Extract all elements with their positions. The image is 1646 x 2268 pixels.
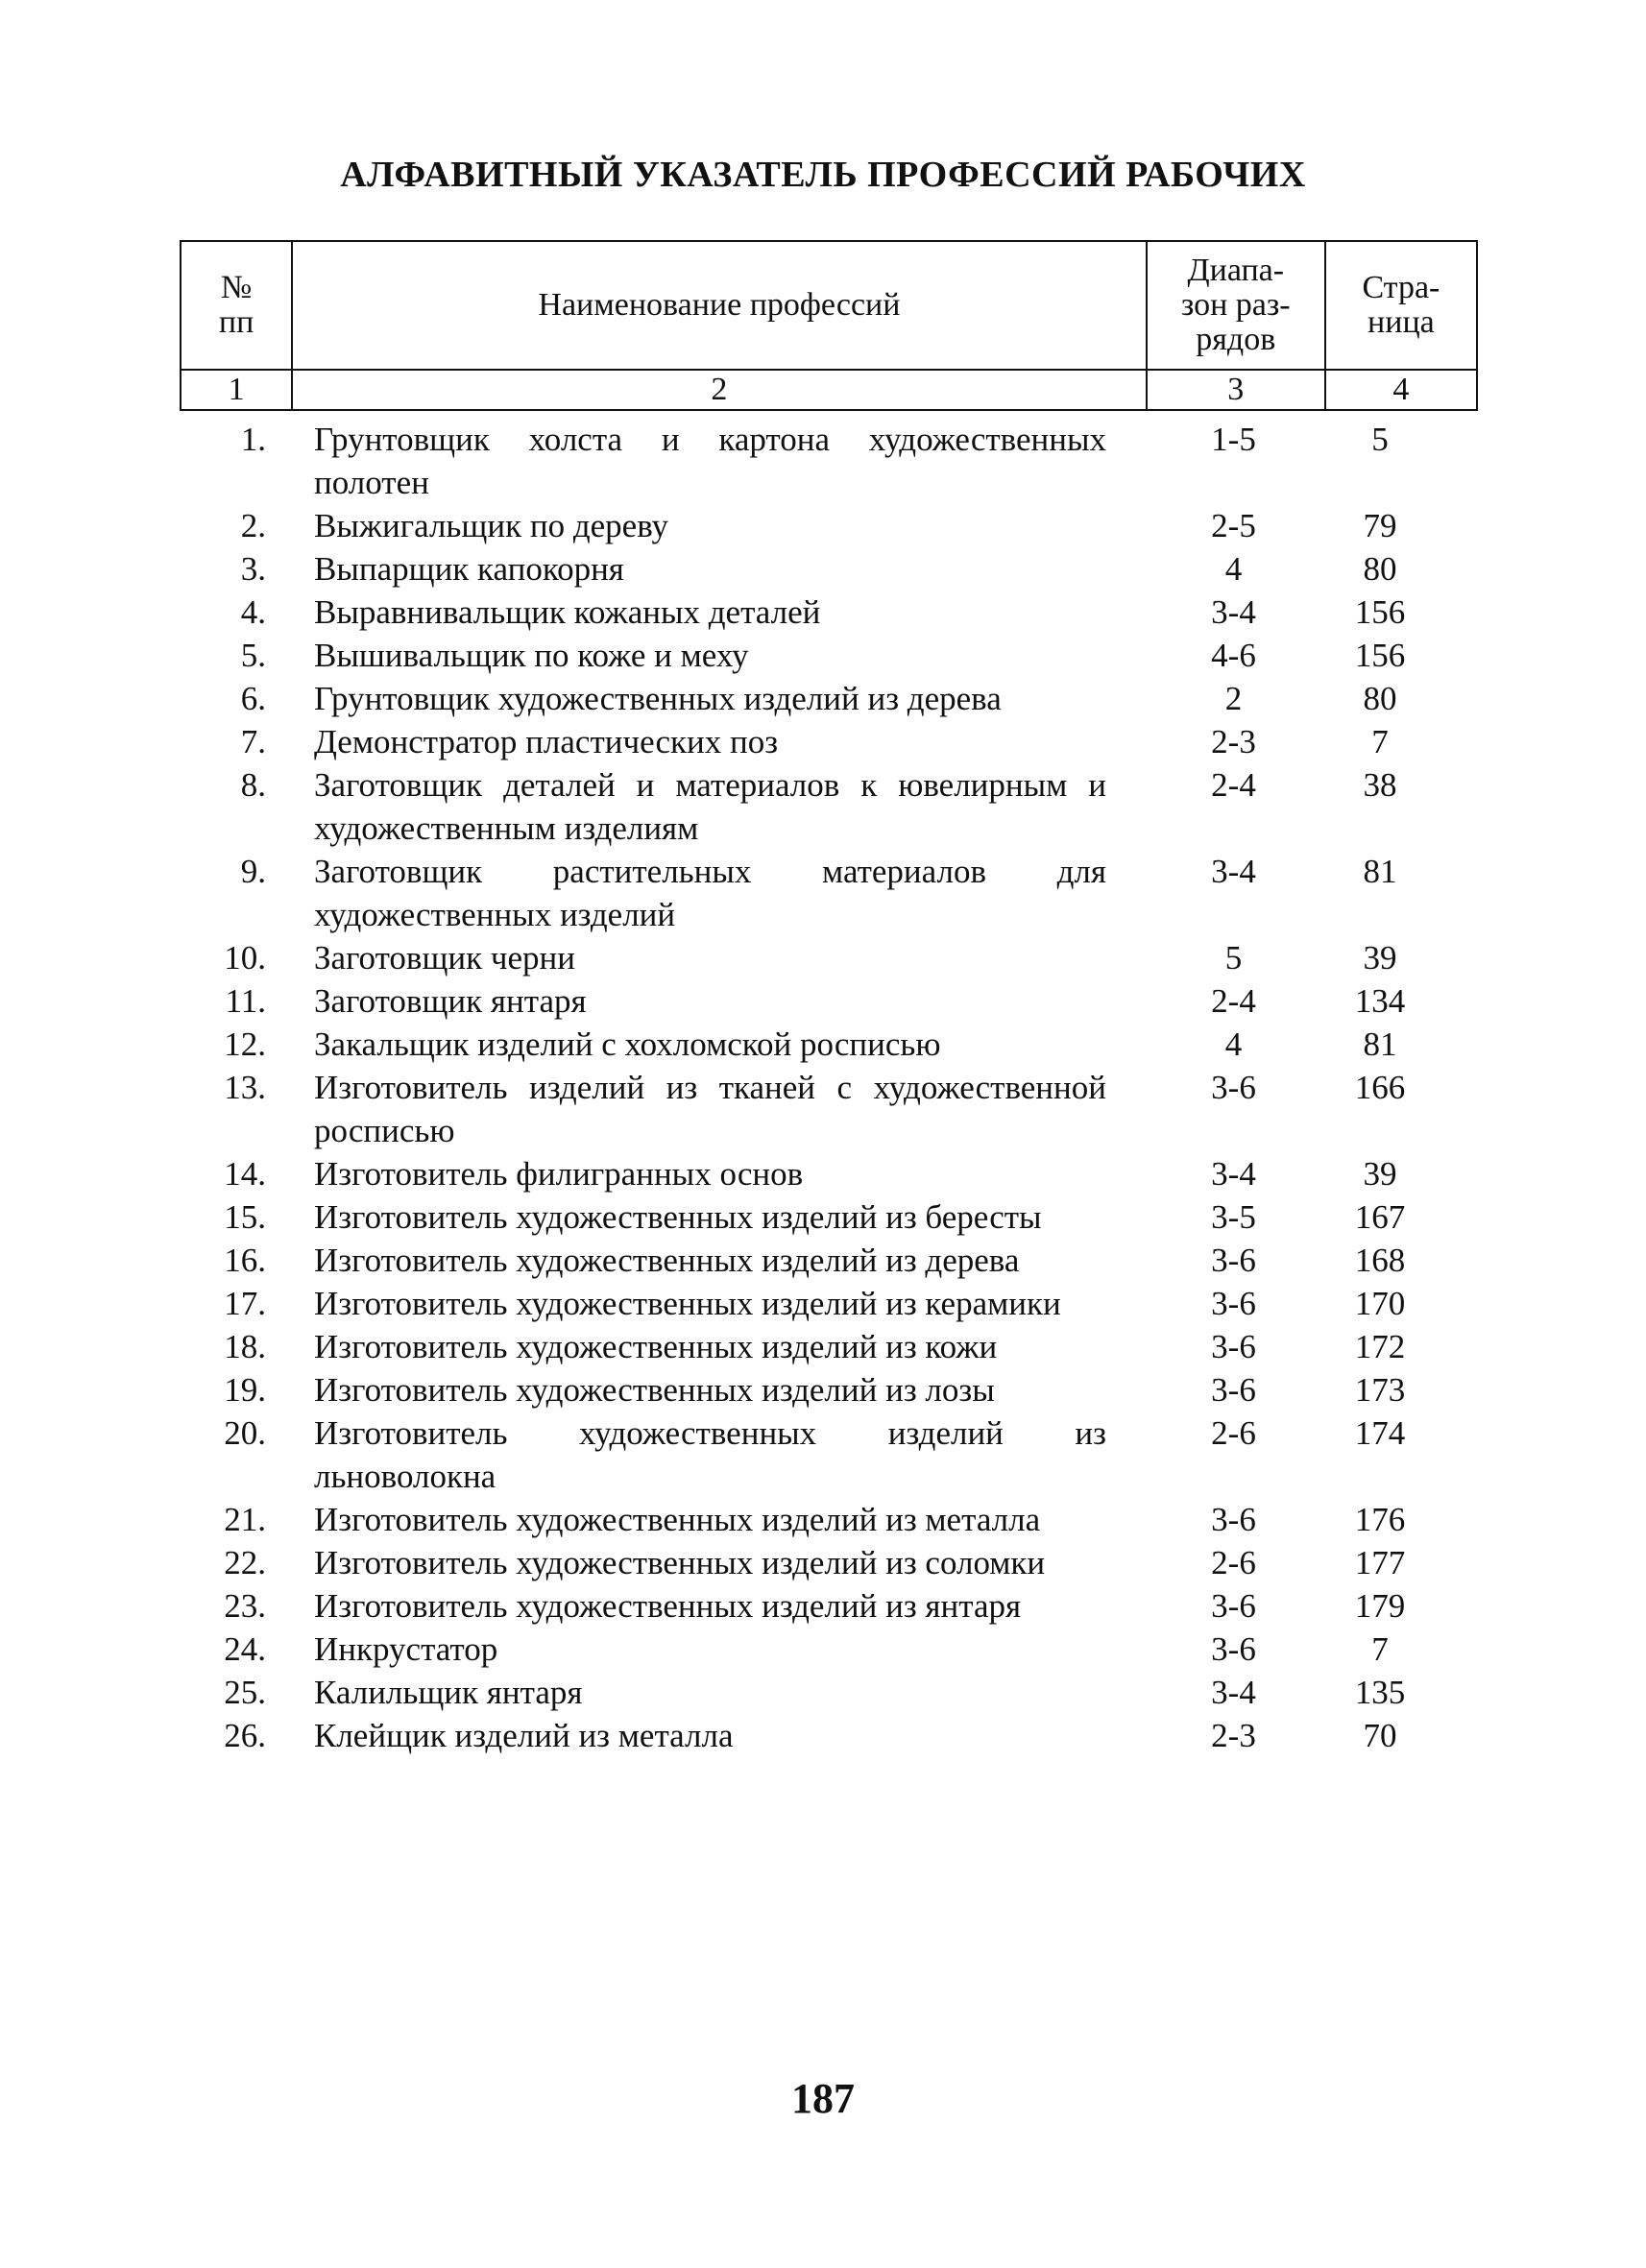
row-range: 3-6: [1211, 1242, 1256, 1279]
row-range: 3-6: [1211, 1371, 1256, 1409]
row-page: 39: [1363, 1155, 1397, 1193]
row-number: 14.: [224, 1155, 266, 1193]
header-colnum-1: 1: [181, 370, 292, 410]
row-number: 21.: [224, 1501, 266, 1538]
header-range-line2: зон раз-: [1180, 287, 1291, 323]
row-page: 170: [1354, 1285, 1406, 1322]
row-profession: Изготовитель художественных изделий из дерева: [314, 1242, 1020, 1279]
row-profession: Изготовитель художественных изделий из бересты: [314, 1198, 1042, 1236]
row-page: 81: [1363, 1025, 1397, 1063]
row-profession: Выпарщик капокорня: [314, 550, 624, 588]
row-profession: Демонстратор пластических поз: [314, 723, 779, 760]
header-number-line1: №: [220, 270, 253, 305]
row-profession: Калильщик янтаря: [314, 1674, 583, 1711]
row-range: 3-4: [1211, 1155, 1256, 1193]
row-number: 4.: [240, 593, 266, 631]
row-profession: Изготовитель художественных изделий из соломки: [314, 1544, 1046, 1581]
header-page-line1: Стра-: [1362, 270, 1440, 305]
row-profession: Выравнивальщик кожаных деталей: [314, 593, 821, 631]
table-row: [180, 1498, 1478, 1541]
row-page: 79: [1363, 507, 1397, 544]
table-row: [180, 677, 1478, 720]
row-range: 4: [1224, 550, 1243, 588]
row-page: 166: [1354, 1069, 1406, 1106]
header-page-line2: ница: [1368, 304, 1435, 340]
row-number: 16.: [224, 1242, 266, 1279]
table-row: [180, 504, 1478, 547]
table-row: [180, 1023, 1478, 1066]
row-page: 134: [1354, 982, 1406, 1020]
row-profession: Изготовитель художественных изделий из керамики: [314, 1285, 1061, 1322]
row-number: 10.: [224, 939, 266, 977]
row-profession: Заготовщик янтаря: [314, 982, 587, 1020]
row-page: 70: [1363, 1717, 1397, 1754]
page-title: АЛФАВИТНЫЙ УКАЗАТЕЛЬ ПРОФЕССИЙ РАБОЧИХ: [340, 155, 1306, 195]
row-number: 25.: [224, 1674, 266, 1711]
row-range: 3-4: [1211, 593, 1256, 631]
row-profession: Изготовитель художественных изделий из металла: [314, 1501, 1041, 1538]
row-page: 173: [1354, 1371, 1406, 1409]
table-row: [180, 634, 1478, 677]
row-page: 80: [1363, 550, 1397, 588]
header-range-line3: рядов: [1196, 322, 1276, 357]
row-range: 5: [1224, 939, 1243, 977]
row-range: 3-6: [1211, 1069, 1256, 1106]
row-page: 7: [1371, 723, 1389, 760]
row-page: 80: [1363, 680, 1397, 717]
row-number: 22.: [224, 1544, 266, 1581]
header-range: [1147, 241, 1325, 370]
table-row: [180, 1066, 1478, 1152]
table-row: [180, 1325, 1478, 1368]
row-number: 2.: [240, 507, 266, 544]
row-profession: Изготовитель изделий из тканей с художественной росписью: [314, 1069, 1106, 1149]
header-number: [181, 241, 292, 370]
row-profession: Изготовитель художественных изделий из янтаря: [314, 1587, 1022, 1625]
row-number: 5.: [240, 637, 266, 674]
header-colnum-3: 3: [1147, 370, 1325, 410]
table-row: [180, 763, 1478, 850]
page-number: 187: [791, 2075, 855, 2122]
row-profession: Заготовщик черни: [314, 939, 575, 977]
row-number: 18.: [224, 1328, 266, 1365]
row-number: 23.: [224, 1587, 266, 1625]
header-number-line2: пп: [218, 304, 254, 340]
row-number: 3.: [240, 550, 266, 588]
row-number: 1.: [240, 421, 266, 458]
row-number: 24.: [224, 1630, 266, 1668]
table-row: [180, 1239, 1478, 1282]
table-row: [180, 1282, 1478, 1325]
row-page: 177: [1354, 1544, 1406, 1581]
row-number: 26.: [224, 1717, 266, 1754]
row-range: 2-5: [1211, 507, 1256, 544]
row-page: 179: [1354, 1587, 1406, 1625]
table-row: [180, 1368, 1478, 1411]
table-row: [180, 1541, 1478, 1584]
table-row: [180, 591, 1478, 634]
table-row: [180, 936, 1478, 979]
table-row: [180, 1152, 1478, 1195]
row-profession: Грунтовщик холста и картона художественных полотен: [314, 421, 1106, 501]
row-profession: Клейщик изделий из металла: [314, 1717, 734, 1754]
row-profession: Вышивальщик по коже и меху: [314, 637, 749, 674]
row-page: 5: [1371, 421, 1389, 458]
row-profession: Заготовщик деталей и материалов к ювелирным и художественным изделиям: [314, 766, 1106, 847]
table-row: [180, 850, 1478, 936]
table-row: [180, 1628, 1478, 1671]
header-page: [1325, 241, 1477, 370]
row-profession: Инкрустатор: [314, 1630, 498, 1668]
row-range: 3-4: [1211, 853, 1256, 890]
row-range: 3-4: [1211, 1674, 1256, 1711]
row-profession: Закальщик изделий с хохломской росписью: [314, 1025, 941, 1063]
row-page: 7: [1371, 1630, 1389, 1668]
row-range: 1-5: [1211, 421, 1256, 458]
row-page: 38: [1363, 766, 1397, 804]
table-row: [180, 418, 1478, 504]
row-page: 174: [1354, 1414, 1406, 1452]
row-number: 8.: [240, 766, 266, 804]
row-profession: Заготовщик растительных материалов для художественных изделий: [314, 853, 1106, 933]
row-range: 3-6: [1211, 1587, 1256, 1625]
row-range: 3-6: [1211, 1630, 1256, 1668]
row-range: 2: [1224, 680, 1243, 717]
row-page: 156: [1354, 637, 1406, 674]
row-number: 6.: [240, 680, 266, 717]
header-colnum-2: 2: [292, 370, 1147, 410]
row-number: 15.: [224, 1198, 266, 1236]
table-row: [180, 979, 1478, 1023]
row-profession: Грунтовщик художественных изделий из дерева: [314, 680, 1002, 717]
row-profession: Изготовитель художественных изделий из льноволокна: [314, 1414, 1106, 1495]
table-row: [180, 1584, 1478, 1628]
header-name: Наименование профессий: [292, 241, 1147, 370]
row-range: 4-6: [1211, 637, 1256, 674]
row-page: 81: [1363, 853, 1397, 890]
row-number: 7.: [240, 723, 266, 760]
table-body: [180, 418, 1478, 1757]
table-row: [180, 1714, 1478, 1757]
row-number: 12.: [224, 1025, 266, 1063]
row-range: 4: [1224, 1025, 1243, 1063]
row-profession: Изготовитель художественных изделий из кожи: [314, 1328, 998, 1365]
table-header: [180, 240, 1478, 411]
row-range: 3-6: [1211, 1501, 1256, 1538]
row-range: 2-4: [1211, 982, 1256, 1020]
row-number: 13.: [224, 1069, 266, 1106]
table-row: [180, 1671, 1478, 1714]
row-range: 2-3: [1211, 723, 1256, 760]
row-profession: Изготовитель художественных изделий из лозы: [314, 1371, 995, 1409]
row-number: 11.: [225, 982, 266, 1020]
table-row: [180, 547, 1478, 591]
row-number: 20.: [224, 1414, 266, 1452]
table-row: [180, 1195, 1478, 1239]
row-range: 2-6: [1211, 1414, 1256, 1452]
row-page: 172: [1354, 1328, 1406, 1365]
header-colnum-4: 4: [1325, 370, 1477, 410]
row-range: 2-6: [1211, 1544, 1256, 1581]
table-row: [180, 1411, 1478, 1498]
row-page: 39: [1363, 939, 1397, 977]
row-page: 168: [1354, 1242, 1406, 1279]
row-page: 156: [1354, 593, 1406, 631]
row-range: 3-6: [1211, 1328, 1256, 1365]
row-range: 3-5: [1211, 1198, 1256, 1236]
row-number: 9.: [240, 853, 266, 890]
row-page: 167: [1354, 1198, 1406, 1236]
row-range: 2-4: [1211, 766, 1256, 804]
row-number: 19.: [224, 1371, 266, 1409]
table-row: [180, 720, 1478, 763]
row-profession: Выжигальщик по дереву: [314, 507, 669, 544]
row-range: 3-6: [1211, 1285, 1256, 1322]
header-range-line1: Диапа-: [1187, 253, 1285, 288]
row-profession: Изготовитель филигранных основ: [314, 1155, 804, 1193]
row-page: 135: [1354, 1674, 1406, 1711]
row-range: 2-3: [1211, 1717, 1256, 1754]
row-number: 17.: [224, 1285, 266, 1322]
row-page: 176: [1354, 1501, 1406, 1538]
